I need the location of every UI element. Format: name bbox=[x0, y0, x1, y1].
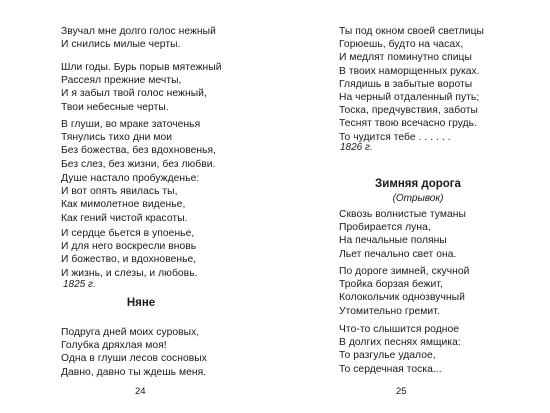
stanza-4 bbox=[61, 172, 199, 225]
stanza-1 bbox=[61, 25, 216, 51]
stanza-nyane bbox=[61, 326, 207, 379]
poem-line: Тянулись тихо дни мои bbox=[61, 132, 173, 144]
poem-line: Как гений чистой красоты. bbox=[61, 212, 188, 224]
poem-date: 1825 г. bbox=[63, 279, 96, 290]
poem-line: По дороге зимней, скучной bbox=[339, 266, 470, 277]
poem-line: Без слез, без жизни, без любви. bbox=[61, 158, 216, 170]
poem-line: В твоих наморщенных руках. bbox=[339, 65, 480, 77]
poem-line: На печальные поляны bbox=[339, 235, 447, 247]
stanza-3 bbox=[61, 118, 216, 171]
page-number: 25 bbox=[396, 386, 407, 397]
poem-line: То чудится тебе . . . . . . bbox=[339, 131, 451, 143]
poem-line: Давно, давно ты ждешь меня. bbox=[61, 366, 207, 378]
right-page bbox=[275, 0, 550, 413]
poem-line: Утомительно гремит. bbox=[339, 305, 440, 317]
poem-line: И жизнь, и слезы, и любовь. bbox=[61, 267, 198, 279]
poem-line: Пробирается луна, bbox=[339, 222, 431, 234]
poem-line: Шли годы. Бурь порыв мятежный bbox=[61, 62, 222, 73]
poem-line: И вот опять явилась ты, bbox=[61, 186, 178, 198]
stanza-2 bbox=[61, 61, 222, 114]
poem-line: И я забыл твой голос нежный, bbox=[61, 88, 207, 100]
poem-line: Что-то слышится родное bbox=[339, 324, 460, 335]
poem-line: Одна в глуши лесов сосновых bbox=[61, 353, 207, 365]
poem-line: Твои небесные черты. bbox=[61, 101, 169, 113]
poem-line: В долгих песнях ямщика: bbox=[339, 337, 461, 349]
poem-title: Зимняя дорога bbox=[375, 178, 461, 190]
poem-line: Тоска, предчувствия, заботы bbox=[339, 105, 478, 117]
poem-line: То разгулье удалое, bbox=[339, 350, 436, 362]
stanza-nyane-continued bbox=[339, 25, 484, 144]
poem-line: В глуши, во мраке заточенья bbox=[61, 119, 201, 130]
poem-line: То сердечная тоска... bbox=[339, 363, 442, 375]
poem-line: И медлят поминутно спицы bbox=[339, 52, 472, 64]
poem-line: Как мимолетное виденье, bbox=[61, 199, 186, 211]
poem-line: И сердце бьется в упоенье, bbox=[61, 228, 195, 239]
stanza-zimnyaya-3 bbox=[339, 323, 461, 376]
poem-line: Рассеял прежние мечты, bbox=[61, 75, 182, 87]
page-number: 24 bbox=[135, 386, 146, 397]
poem-line: Подруга дней моих суровых, bbox=[61, 327, 200, 338]
poem-line: Горюешь, будто на часах, bbox=[339, 39, 464, 51]
poem-line: Глядишь в забытые вороты bbox=[339, 78, 473, 90]
stanza-zimnyaya-2 bbox=[339, 265, 469, 318]
poem-line: И снились милые черты. bbox=[61, 39, 181, 51]
poem-line: Теснят твою всечасно грудь. bbox=[339, 118, 477, 130]
poem-line: Тройка борзая бежит, bbox=[339, 279, 443, 291]
poem-line: И для него воскресли вновь bbox=[61, 241, 197, 253]
poem-line: Душе настало пробужденье: bbox=[61, 173, 200, 184]
poem-line: Колокольчик однозвучный bbox=[339, 292, 465, 304]
poem-line: Звучал мне долго голос нежный bbox=[61, 26, 216, 37]
poem-line: Без божества, без вдохновенья, bbox=[61, 145, 217, 157]
poem-line: Ты под окном своей светлицы bbox=[339, 26, 484, 37]
poem-line: На черный отдаленный путь; bbox=[339, 92, 480, 104]
poem-date: 1826 г. bbox=[340, 142, 373, 153]
poem-line: Голубка дряхлая моя! bbox=[61, 340, 167, 352]
poem-line: Льет печально свет она. bbox=[339, 248, 457, 260]
poem-title: Няне bbox=[126, 297, 156, 309]
stanza-5 bbox=[61, 227, 198, 280]
poem-line: Сквозь волнистые туманы bbox=[339, 209, 466, 220]
poem-subtitle: (Отрывок) bbox=[392, 193, 444, 204]
stanza-zimnyaya-1 bbox=[339, 208, 466, 261]
poem-line: И божество, и вдохновенье, bbox=[61, 254, 197, 266]
